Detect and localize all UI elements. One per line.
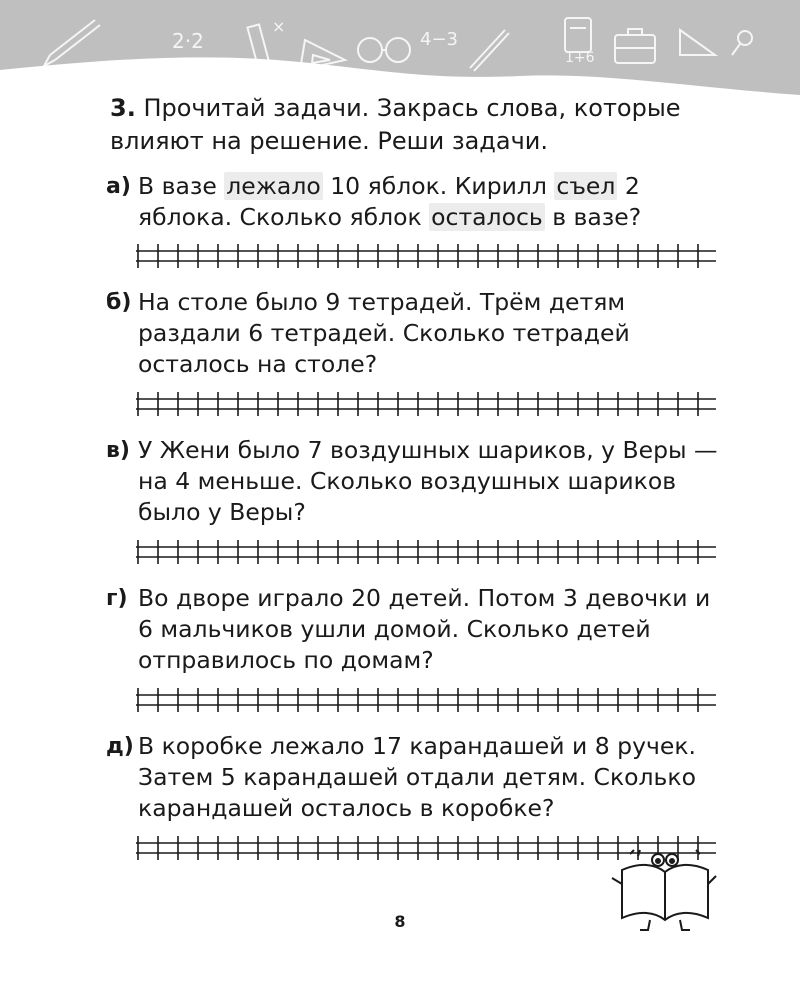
highlighted-word: съел xyxy=(556,172,616,200)
svg-text:4−3: 4−3 xyxy=(420,29,458,50)
highlighted-word: лежало xyxy=(226,172,321,200)
problem-text-segment: в вазе? xyxy=(544,203,642,231)
x-symbol-icon xyxy=(272,17,285,36)
problem-text xyxy=(138,171,720,233)
problem-label: в) xyxy=(106,438,130,463)
answer-grid[interactable] xyxy=(136,688,716,712)
problem-text-segment: На столе было 9 тетрадей. Трём детям раздали 6 тетрадей. Сколько тетрадей осталось на столе? xyxy=(138,288,630,378)
problem-label: а) xyxy=(106,174,131,199)
problem-label: б) xyxy=(106,290,132,315)
problem-text xyxy=(138,583,720,676)
math-text-4-3-icon xyxy=(420,29,458,50)
problem-text-segment: В вазе xyxy=(138,172,225,200)
task-number: 3. xyxy=(110,94,136,122)
answer-grid[interactable] xyxy=(136,540,716,564)
problem-text-segment: Во дворе играло 20 детей. Потом 3 девочки и 6 мальчиков ушли домой. Сколько детей отправилось по домам? xyxy=(138,584,711,674)
answer-grid[interactable] xyxy=(136,392,716,416)
svg-text:2·2: 2·2 xyxy=(172,29,204,53)
problem-label: д) xyxy=(106,734,134,759)
task-instruction-text: Прочитай задачи. Закрась слова, которые влияют на решение. Реши задачи. xyxy=(110,94,681,155)
problem-label: г) xyxy=(106,586,128,611)
svg-text:×: × xyxy=(272,17,286,36)
math-text-2x2-icon xyxy=(172,29,204,53)
task-instruction xyxy=(110,92,720,158)
problem-text-segment: У Жени было 7 воздушных шариков, у Веры — на 4 меньше. Сколько воздушных шариков было у Веры? xyxy=(138,436,718,526)
problem-text-segment: В коробке лежало 17 карандашей и 8 ручек. Затем 5 карандашей отдали детям. Сколько карандашей осталось в коробке? xyxy=(138,732,696,822)
answer-grid[interactable] xyxy=(136,244,716,268)
highlighted-word: осталось xyxy=(431,203,543,231)
problem-text xyxy=(138,435,720,528)
problem-text-segment: 2 яблока. Сколько яблок xyxy=(138,172,640,231)
page-number: 8 xyxy=(394,912,406,931)
problem-text xyxy=(138,731,720,824)
problem-text-segment: 10 яблок. Кирилл xyxy=(322,172,555,200)
problem-text xyxy=(138,287,720,380)
svg-text:1+6: 1+6 xyxy=(565,50,595,66)
